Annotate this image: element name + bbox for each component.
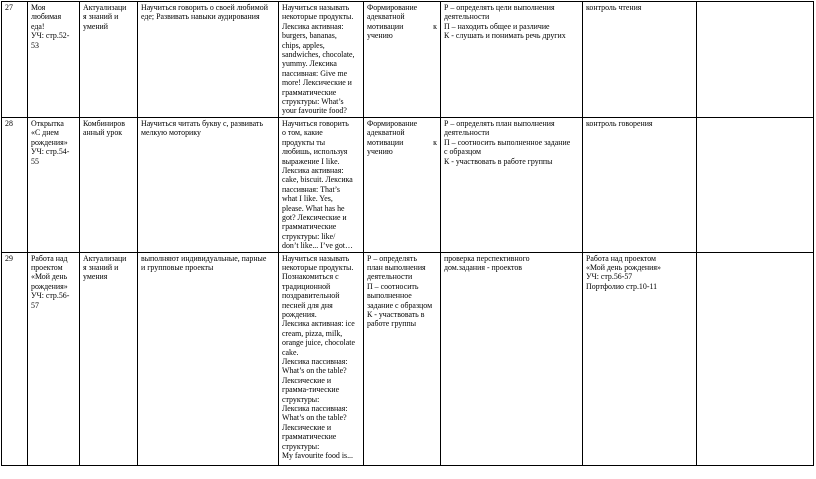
lesson-plan-table (1, 1, 814, 466)
meta-results: Р – определять план выполнения деятельности П – соотносить выполненное задание с образцом К - участвовать в работе группы (441, 117, 583, 252)
control-form: контроль говорения (583, 117, 697, 252)
lesson-content: Научиться называть некоторые продукты. Познакомиться с традиционной поздравительной песней для дня рождения. Лексика активная: ice cream, pizza, milk, orange juice, chocolate cake. Лексика пассивная: What’s on the table? Лексические и грамма-тические структуры: Лексика пассивная: What’s on the table? Лексические и грамматические структуры: My favourite food is... (279, 252, 364, 465)
lesson-topic: Открытка «С днем рождения» УЧ: стр.54- 55 (28, 117, 80, 252)
personal-results: Формирование адекватной мотивации к учению (364, 2, 441, 118)
control-form: Работа над проектом «Мой день рождения» УЧ: стр.56-57 Портфолио стр.10-11 (583, 252, 697, 465)
lesson-type: Комбиниров анный урок (80, 117, 138, 252)
lesson-topic: Моя любимая еда! УЧ: стр.52- 53 (28, 2, 80, 118)
meta-results: Р – определять цели выполнения деятельности П – находить общее и различие К - слушать и понимать речь других (441, 2, 583, 118)
lesson-goal: Научиться говорить о своей любимой еде; Развивать навыки аудирования (138, 2, 279, 118)
table-row (2, 2, 814, 118)
extra-cell (697, 117, 814, 252)
lesson-content: Научиться говорить о том, какие продукты ты любишь, используя выражение I like. Лексика активная: cake, biscuit. Лексика пассивная: That’s what I like. Yes, please. What has he got? Лексические и грамматические структуры: like/ don’t like... I’ve got… (279, 117, 364, 252)
table-row (2, 252, 814, 465)
personal-results: Формирование адекватной мотивации к учению (364, 117, 441, 252)
lesson-goal: Научиться читать букву с, развивать мелкую моторику (138, 117, 279, 252)
extra-cell (697, 2, 814, 118)
lesson-type: Актуализаци я знаний и умений (80, 2, 138, 118)
lesson-goal: выполняют индивидуальные, парные и групповые проекты (138, 252, 279, 465)
control-form: контроль чтения (583, 2, 697, 118)
table-row (2, 117, 814, 252)
lesson-content: Научиться называть некоторые продукты. Лексика активная: burgers, bananas, chips, apples, sandwiches, chocolate, yummy. Лексика пассивная: Give me more! Лексические и грамматические структуры: What’s your favourite food? (279, 2, 364, 118)
lesson-type: Актуализаци я знаний и умения (80, 252, 138, 465)
lesson-number: 27 (2, 2, 28, 118)
extra-cell (697, 252, 814, 465)
meta-results: проверка перспективного дом.задания - проектов (441, 252, 583, 465)
lesson-number: 28 (2, 117, 28, 252)
lesson-number: 29 (2, 252, 28, 465)
personal-results: Р – определять план выполнения деятельности П – соотносить выполненное задание с образцом К - участвовать в работе группы (364, 252, 441, 465)
lesson-topic: Работа над проектом «Мой день рождения» УЧ: стр.56- 57 (28, 252, 80, 465)
